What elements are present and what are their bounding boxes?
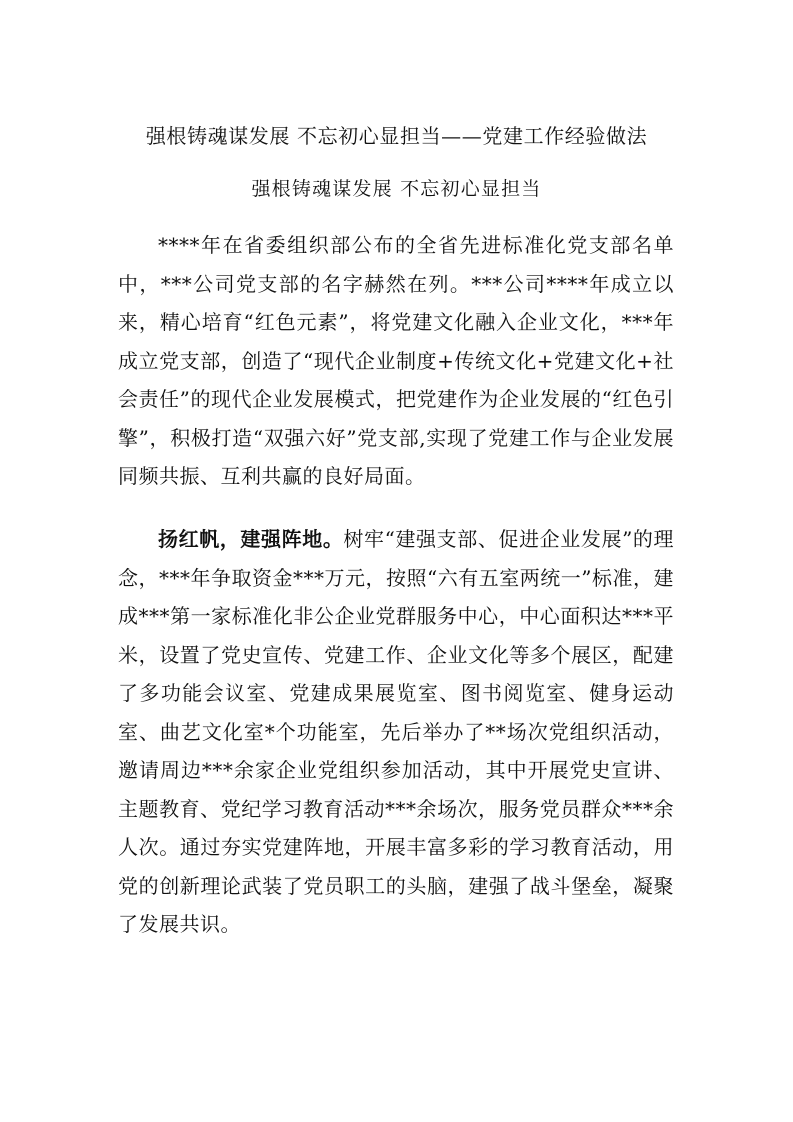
paragraph-position-lead: 扬红帆，建强阵地。 [158, 527, 344, 551]
paragraph-intro [118, 226, 674, 496]
paragraph-position-text: 树牢“建强支部、促进企业发展”的理念，***年争取资金***万元，按照“六有五室两统一”标准，建成***第一家标准化非公企业党群服务中心，中心面积达***平米，设置了党史宣传、党建工作、企业文化等多个展区，配建了多功能会议室、党建成果展览室、图书阅览室、健身运动室、曲艺文化室*个功能室，先后举办了**场次党组织活动，邀请周边***余家企业党组织参加活动，其中开展党史宣讲、主题教育、党纪学习教育活动***余场次，服务党员群众***余人次。通过夯实党建阵地，开展丰富多彩的学习教育活动，用党的创新理论武装了党员职工的头脑，建强了战斗堡垒，凝聚了发展共识。 [118, 527, 675, 936]
document-subtitle: 强根铸魂谋发展 不忘初心显担当 [251, 178, 542, 200]
paragraph-intro-text: ****年在省委组织部公布的全省先进标准化党支部名单中，***公司党支部的名字赫然在列。***公司****年成立以来，精心培育“红色元素”，将党建文化融入企业文化，***年成立党支部，创造了“现代企业制度+传统文化+党建文化+社会责任”的现代企业发展模式，把党建作为企业发展的“红色引擎”，积极打造“双强六好”党支部,实现了党建工作与企业发展同频共振、互利共赢的良好局面。 [118, 233, 674, 488]
paragraph-position [118, 520, 674, 944]
document-title: 强根铸魂谋发展 不忘初心显担当——党建工作经验做法 [145, 124, 648, 148]
